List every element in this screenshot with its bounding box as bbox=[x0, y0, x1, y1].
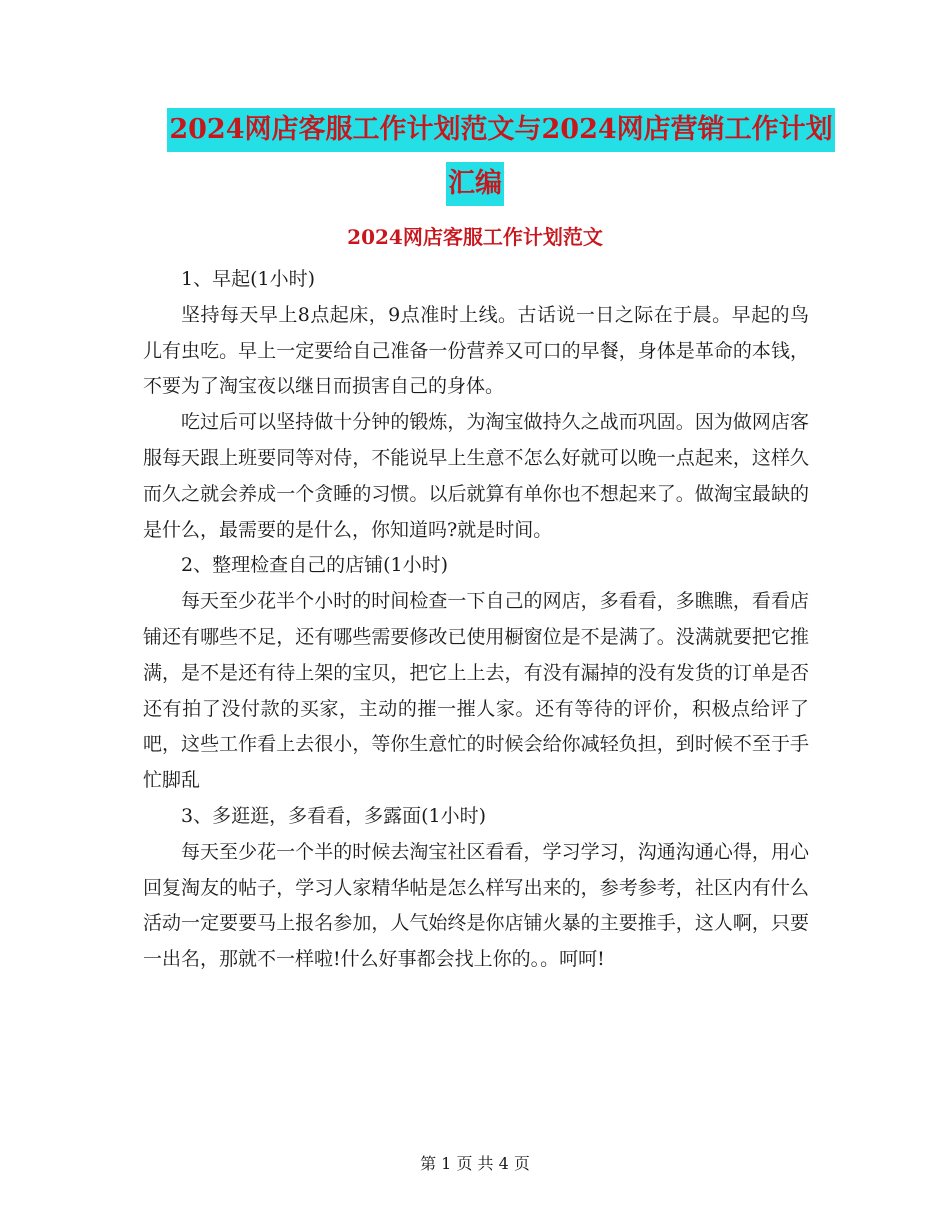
document-title bbox=[0, 108, 950, 206]
paragraph-heading-2: 2、整理检查自己的店铺(1小时) bbox=[181, 554, 449, 577]
paragraph-heading-3: 3、多逛逛，多看看，多露面(1小时) bbox=[181, 804, 487, 827]
paragraph-heading-1: 1、早起(1小时) bbox=[181, 268, 316, 290]
page-footer: 第 1 页 共 4 页 bbox=[420, 1154, 530, 1173]
section-heading: 2024网店客服工作计划范文 bbox=[347, 225, 603, 249]
paragraph: 坚持每天早上8点起床，9点准时上线。古话说一日之际在于晨。早起的鸟儿有虫吃。早上一定要给自己准备一份营养又可口的早餐，身体是革命的本钱，不要为了淘宝夜以继日而损害自己的身体。 bbox=[143, 303, 809, 398]
paragraph: 每天至少花半个小时的时间检查一下自己的网店，多看看，多瞧瞧，看看店铺还有哪些不足，还有哪些需要修改已使用橱窗位是不是满了。没满就要把它推满，是不是还有待上架的宝贝，把它上上去，有没有漏掉的没有发货的订单是否还有拍了没付款的买家，主动的摧一摧人家。还有等待的评价，积极点给评了吧，这些工作看上去很小，等你生意忙的时候会给你减轻负担，到时候不至于手忙脚乱 bbox=[143, 590, 809, 792]
document-body bbox=[143, 262, 809, 978]
paragraph: 吃过后可以坚持做十分钟的锻炼，为淘宝做持久之战而巩固。因为做网店客服每天跟上班要同等对侍，不能说早上生意不怎么好就可以晚一点起来，这样久而久之就会养成一个贪睡的习惯。以后就算有单你也不想起来了。做淘宝最缺的是什么，最需要的是什么，你知道吗?就是时间。 bbox=[143, 411, 809, 541]
title-line-1: 2024网店客服工作计划范文与2024网店营销工作计划 bbox=[167, 108, 834, 152]
paragraph: 每天至少花一个半的时候去淘宝社区看看，学习学习，沟通沟通心得，用心回复淘友的帖子，学习人家精华帖是怎么样写出来的，参考参考，社区内有什么活动一定要要马上报名参加，人气始终是你店铺火暴的主要推手，这人啊，只要一出名，那就不一样啦!什么好事都会找上你的。。呵呵! bbox=[143, 840, 809, 971]
title-line-2: 汇编 bbox=[446, 162, 504, 206]
